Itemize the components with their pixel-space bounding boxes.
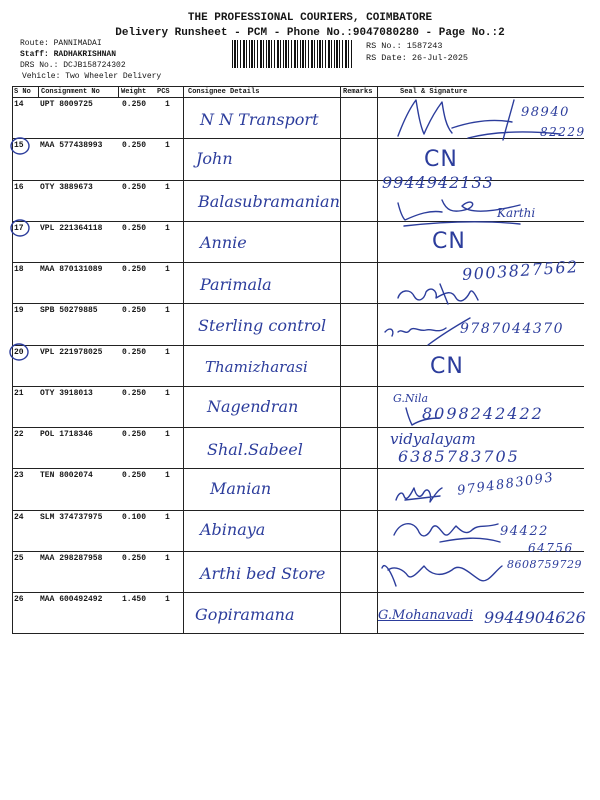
consignment-number: SLM 374737975 xyxy=(40,513,103,522)
consignee-name: N N Transport xyxy=(200,110,319,129)
consignment-number: MAA 600492492 xyxy=(40,595,103,604)
serial-number: 20 xyxy=(14,348,24,357)
column-header-pcs: PCS xyxy=(157,88,170,96)
drs-number: DRS No.: DCJB158724302 xyxy=(20,61,126,70)
consignment-number: MAA 577438993 xyxy=(40,141,103,150)
pieces-value: 1 xyxy=(165,513,170,522)
pieces-value: 1 xyxy=(165,348,170,357)
runsheet-subtitle: Delivery Runsheet - PCM - Phone No.:9047080280 - Page No.:2 xyxy=(115,27,505,39)
serial-number: 23 xyxy=(14,471,24,480)
column-header-sno: S No xyxy=(14,88,31,96)
pieces-value: 1 xyxy=(165,554,170,563)
pieces-value: 1 xyxy=(165,224,170,233)
consignee-name: Arthi bed Store xyxy=(200,564,326,583)
consignee-name: Shal.Sabeel xyxy=(207,440,303,459)
weight-value: 0.250 xyxy=(122,183,147,192)
consignment-number: OTY 3918013 xyxy=(40,389,93,398)
serial-number: 14 xyxy=(14,100,24,109)
consignment-number: MAA 298287958 xyxy=(40,554,103,563)
table-rule xyxy=(38,86,39,97)
table-row xyxy=(0,510,600,555)
signature-mark: CN xyxy=(424,147,458,172)
serial-number: 25 xyxy=(14,554,24,563)
serial-number: 22 xyxy=(14,430,24,439)
table-row xyxy=(0,173,600,221)
consignee-name: Abinaya xyxy=(200,520,266,539)
weight-value: 0.100 xyxy=(122,513,147,522)
table-row xyxy=(0,221,600,262)
table-row xyxy=(0,97,600,138)
column-header-weight: Weight xyxy=(121,88,147,96)
weight-value: 0.250 xyxy=(122,100,147,109)
weight-value: 0.250 xyxy=(122,430,147,439)
table-row xyxy=(0,345,600,386)
weight-value: 0.250 xyxy=(122,389,147,398)
vehicle-label: Vehicle: Two Wheeler Delivery xyxy=(22,72,162,81)
weight-value: 0.250 xyxy=(122,306,147,315)
weight-value: 0.250 xyxy=(122,554,147,563)
signature-name: G.Nila xyxy=(393,392,429,405)
signature-phone: 9944942133 xyxy=(382,173,494,192)
signature-phone: 6385783705 xyxy=(398,447,520,466)
table-row xyxy=(0,256,600,303)
consignee-name: Annie xyxy=(200,233,247,252)
table-rule xyxy=(118,86,119,97)
route-label: Route: PANNIMADAI xyxy=(20,39,102,48)
table-row xyxy=(0,303,600,344)
consignment-number: TEN 8002074 xyxy=(40,471,93,480)
weight-value: 1.450 xyxy=(122,595,147,604)
table-row xyxy=(0,386,600,427)
serial-number: 16 xyxy=(14,183,24,192)
weight-value: 0.250 xyxy=(122,224,147,233)
pieces-value: 1 xyxy=(165,306,170,315)
signature-phone: 9003827562 xyxy=(461,256,580,285)
table-row xyxy=(0,427,600,468)
table-row xyxy=(0,551,600,592)
table-row xyxy=(0,468,600,509)
company-title: THE PROFESSIONAL COURIERS, COIMBATORE xyxy=(187,12,433,24)
serial-number: 15 xyxy=(14,141,24,150)
consignee-name: Balasubramanian xyxy=(198,192,340,211)
rs-number: RS No.: 1587243 xyxy=(366,41,443,51)
consignment-number: SPB 50279885 xyxy=(40,306,98,315)
consignee-name: Manian xyxy=(210,479,272,498)
signature-phone: 8098242422 xyxy=(422,404,544,423)
signature-phone: 8608759729 xyxy=(507,558,582,571)
consignee-name: Parimala xyxy=(200,275,272,294)
consignment-number: VPL 221364118 xyxy=(40,224,103,233)
pieces-value: 1 xyxy=(165,430,170,439)
signature-phone: 9944904626 xyxy=(484,608,586,627)
column-header-consignment: Consignment No xyxy=(41,88,100,96)
consignment-number: MAA 870131089 xyxy=(40,265,103,274)
table-rule xyxy=(12,86,584,87)
staff-label: Staff: RADHAKRISHNAN xyxy=(20,50,117,59)
weight-value: 0.250 xyxy=(122,265,147,274)
consignment-number: OTY 3889673 xyxy=(40,183,93,192)
pieces-value: 1 xyxy=(165,265,170,274)
pieces-value: 1 xyxy=(165,141,170,150)
consignee-name: John xyxy=(196,149,233,168)
weight-value: 0.250 xyxy=(122,348,147,357)
serial-number: 19 xyxy=(14,306,24,315)
consignee-name: Gopiramana xyxy=(195,605,295,624)
signature-phone: 98940 xyxy=(521,105,570,120)
consignment-number: VPL 221978025 xyxy=(40,348,103,357)
signature-phone: 9794883093 xyxy=(456,470,556,499)
signature-name: vidyalayam xyxy=(390,430,476,448)
signature-phone: 9787044370 xyxy=(460,321,565,337)
table-row xyxy=(0,138,600,179)
pieces-value: 1 xyxy=(165,595,170,604)
pieces-value: 1 xyxy=(165,389,170,398)
serial-number: 21 xyxy=(14,389,24,398)
column-header-remarks: Remarks xyxy=(343,88,373,96)
consignee-name: Thamizharasi xyxy=(205,358,308,376)
signature-phone: 64756 xyxy=(528,541,574,555)
table-row xyxy=(0,592,600,633)
weight-value: 0.250 xyxy=(122,141,147,150)
serial-number: 17 xyxy=(14,224,24,233)
pieces-value: 1 xyxy=(165,100,170,109)
signature-name: Karthi xyxy=(497,206,536,220)
pieces-value: 1 xyxy=(165,183,170,192)
signature-mark: CN xyxy=(432,229,466,254)
weight-value: 0.250 xyxy=(122,471,147,480)
consignment-number: UPT 8009725 xyxy=(40,100,93,109)
signature-phone: 82229 xyxy=(540,125,586,139)
consignee-name: Nagendran xyxy=(207,397,299,416)
consignee-name: Sterling control xyxy=(198,316,327,335)
table-rule xyxy=(12,633,584,634)
serial-number: 24 xyxy=(14,513,24,522)
signature-phone: 94422 xyxy=(500,524,549,539)
signature-mark: CN xyxy=(430,354,464,379)
signature-name: G.Mohanavadi xyxy=(378,608,474,623)
barcode xyxy=(232,40,352,68)
pieces-value: 1 xyxy=(165,471,170,480)
serial-number: 26 xyxy=(14,595,24,604)
serial-number: 18 xyxy=(14,265,24,274)
column-header-consignee: Consignee Details xyxy=(188,88,260,96)
consignment-number: POL 1718346 xyxy=(40,430,93,439)
column-header-signature: Seal & Signature xyxy=(400,88,468,96)
rs-date: RS Date: 26-Jul-2025 xyxy=(366,53,469,63)
